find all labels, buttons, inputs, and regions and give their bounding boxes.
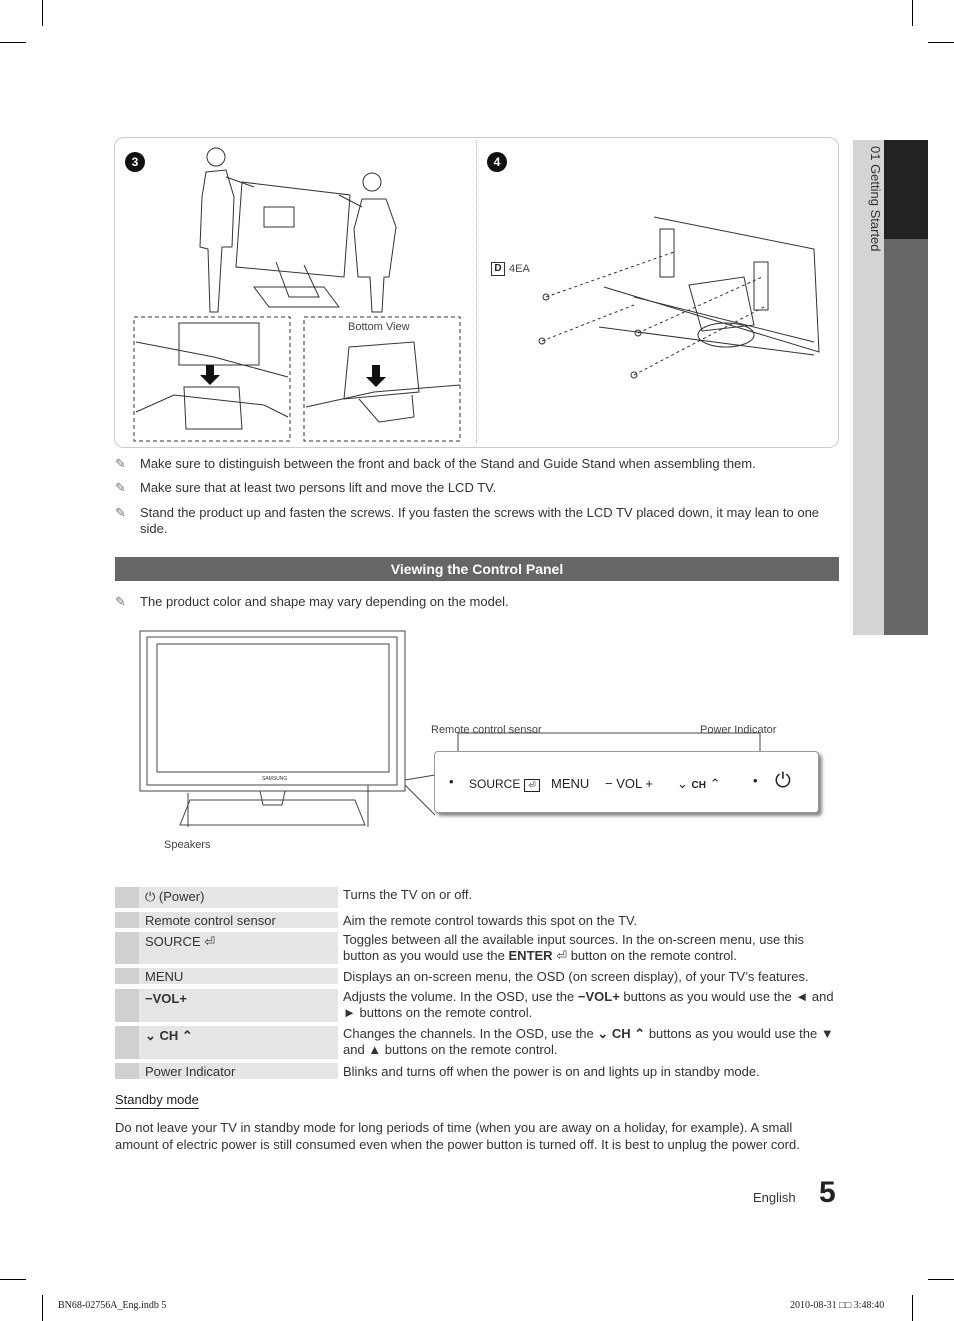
standby-heading: Standby mode xyxy=(115,1092,199,1107)
page-number: 5 xyxy=(819,1176,836,1209)
pencil-icon: ✎ xyxy=(115,456,126,471)
minus-icon: − xyxy=(605,776,613,791)
chevron-down-icon: ⌄ xyxy=(677,776,688,791)
plus-icon: + xyxy=(179,991,187,1006)
step-3-badge: 3 xyxy=(125,152,145,172)
crop-mark xyxy=(42,1295,43,1321)
table-row: −VOL+ Adjusts the volume. In the OSD, use the −VOL+ buttons as you would use the ◄ and ► buttons on the remote control. xyxy=(115,989,839,1022)
pencil-icon: ✎ xyxy=(115,594,126,609)
crop-mark xyxy=(42,0,43,26)
minus-icon: − xyxy=(145,991,153,1006)
table-row: Power Indicator Blinks and turns off when the power is on and lights up in standby mode. xyxy=(115,1063,839,1079)
chapter-label: 01 Getting Started xyxy=(868,146,883,252)
pencil-icon: ✎ xyxy=(115,480,126,495)
table-row: Remote control sensor Aim the remote control towards this spot on the TV. xyxy=(115,912,839,928)
channel-buttons[interactable]: ⌄ CH ⌃ xyxy=(677,776,721,791)
part-quantity: 4EA xyxy=(509,263,530,275)
menu-button[interactable]: MENU xyxy=(551,776,590,791)
tv-brand-logo: SAMSUNG xyxy=(262,776,288,782)
table-row: SOURCE ⏎ Toggles between all the available input sources. In the on-screen menu, use this button as you would use the ENTER ⏎ button on the remote control. xyxy=(115,932,839,964)
print-date-info: 2010-08-31 □□ 3:48:40 xyxy=(790,1300,885,1311)
enter-icon: ⏎ xyxy=(552,948,568,963)
table-row: MENU Displays an on-screen menu, the OSD (on screen display), of your TV’s features. xyxy=(115,968,839,984)
section-heading: Viewing the Control Panel xyxy=(115,557,839,581)
chevron-down-icon: ⌄ xyxy=(145,1028,160,1043)
chevron-down-icon: ⌄ xyxy=(597,1026,612,1041)
power-icon: ⏻ xyxy=(145,889,159,904)
chevron-up-icon: ⌃ xyxy=(630,1026,646,1041)
volume-buttons[interactable]: − VOL + xyxy=(605,776,653,791)
chevron-up-icon: ⌃ xyxy=(178,1028,193,1043)
table-row: ⏻ (Power) Turns the TV on or off. xyxy=(115,887,839,908)
part-d-badge: D xyxy=(491,262,505,276)
print-file-info: BN68-02756A_Eng.indb 5 xyxy=(58,1300,167,1311)
assembly-illustration xyxy=(114,137,839,447)
power-indicator-label: Power Indicator xyxy=(700,724,777,736)
table-row: ⌄ CH ⌃ Changes the channels. In the OSD, use the ⌄ CH ⌃ buttons as you would use the ▼ and ▲ buttons on the remote control. xyxy=(115,1026,839,1059)
remote-sensor-label: Remote control sensor xyxy=(431,724,542,736)
power-button[interactable]: ⏻ xyxy=(775,770,791,792)
crop-mark xyxy=(0,42,26,43)
crop-mark xyxy=(0,1279,26,1280)
note-item: ✎ Stand the product up and fasten the screws. If you fasten the screws with the LCD TV placed down, it may lean to one side. xyxy=(115,505,820,536)
enter-icon: ⏎ xyxy=(524,779,540,792)
bottom-view-label: Bottom View xyxy=(348,321,410,333)
chevron-up-icon: ⌃ xyxy=(709,776,721,791)
minus-icon: − xyxy=(577,989,586,1004)
enter-icon: ⏎ xyxy=(204,934,216,949)
standby-body: Do not leave your TV in standby mode for long periods of time (when you are away on a holiday, for example). A small amount of electric power is still consumed even when the power button is turned off. It is best to unplug the power cord. xyxy=(115,1120,800,1152)
note-item: ✎ Make sure to distinguish between the front and back of the Stand and Guide Stand when assembling them. xyxy=(115,456,756,471)
speakers-label: Speakers xyxy=(164,839,211,851)
footer-language: English xyxy=(753,1190,796,1205)
source-button[interactable]: SOURCE ⏎ xyxy=(469,776,540,792)
crop-mark xyxy=(912,0,913,26)
crop-mark xyxy=(912,1295,913,1321)
chapter-tab-marker xyxy=(884,140,928,239)
power-indicator-dot: • xyxy=(753,773,758,788)
plus-icon: + xyxy=(612,989,620,1004)
note-item: ✎ Make sure that at least two persons lift and move the LCD TV. xyxy=(115,480,497,495)
pencil-icon: ✎ xyxy=(115,505,126,520)
step-4-badge: 4 xyxy=(487,152,507,172)
model-note: ✎ The product color and shape may vary depending on the model. xyxy=(115,594,509,609)
control-panel xyxy=(434,751,819,813)
crop-mark xyxy=(928,1279,954,1280)
crop-mark xyxy=(928,42,954,43)
plus-icon: + xyxy=(645,776,653,791)
remote-sensor-dot: • xyxy=(449,774,454,789)
